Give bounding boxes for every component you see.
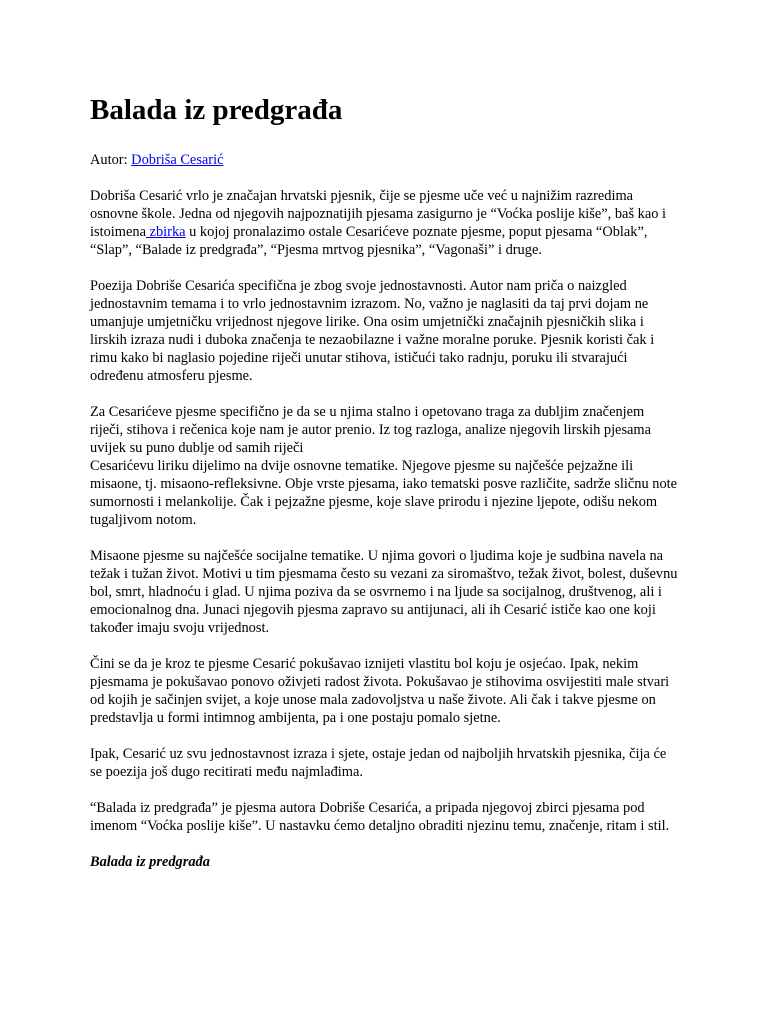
author-prefix: Autor: [90, 152, 132, 168]
author-line [90, 151, 680, 169]
paragraph-social-themes: Misaone pjesme su najčešće socijalne tematike. U njima govori o ljudima koje je sudbina navela na težak i tužan život. Motivi u tim pjesmama često su vezani za siromaštvo, težak život, bolest, duševnu bol, smrt, hladnoću i glad. U njima poziva da se osvrnemo i na ljude sa socijalnog, društvenog, ali i emocionalnog dna. Junaci njegovih pjesma zapravo su antijunaci, ali ih Cesarić ističe kao one koji također imaju svoju vrijednost. [90, 548, 678, 636]
document-page [90, 92, 680, 889]
zbirka-link[interactable]: zbirka [145, 224, 186, 240]
poem-subheading: Balada iz predgrađa [90, 854, 210, 870]
page-title: Balada iz predgrađa [90, 94, 343, 126]
paragraph-legacy: Ipak, Cesarić uz svu jednostavnost izraza i sjete, ostaje jedan od najboljih hrvatskih pjesnika, čija će se poezija još dugo recitirati među najmlađima. [90, 746, 667, 780]
paragraph-poem-intro: “Balada iz predgrađa” je pjesma autora Dobriše Cesarića, a pripada njegovoj zbirci pjesama pod imenom “Voćka poslije kiše”. U nastavku ćemo detaljno obraditi njezinu temu, značenje, ritam i stil. [90, 800, 670, 834]
paragraph-poetry-simplicity: Poezija Dobriše Cesarića specifična je zbog svoje jednostavnosti. Autor nam priča o naizgled jednostavnim temama i to vrlo jednostavnim izrazom. No, važno je naglasiti da taj prvi dojam ne umanjuje umjetničku vrijednost njegove lirike. Ona osim umjetnički značajnih pjesničkih slika i lirskih izraza nudi i duboka značenja te nezaobilazne i važne moralne poruke. Pjesnik koristi čak i rimu kako bi naglasio pojedine riječi unutar stihova, ističući tako radnju, poruku ili stvarajući određenu atmosferu pjesme. [90, 278, 655, 384]
paragraph-deeper-meaning-text: Za Cesarićeve pjesme specifično je da se u njima stalno i opetovano traga za dubljim značenjem riječi, stihova i rečenica koje nam je autor prenio. Iz tog razloga, analize njegovih lirskih pjesama uvijek su puno dublje od samih riječi [90, 404, 652, 456]
author-link[interactable]: Dobriša Cesarić [131, 152, 224, 168]
intro-text-before: Dobriša Cesarić vrlo je značajan hrvatski pjesnik, čije se pjesme uče već u najnižim razredima osnovne škole. Jedna od njegovih najpoznatijih pjesama zasigurno je “Voćka poslije kiše”, baš kao i istoimena [90, 188, 667, 240]
paragraph-deeper-meaning [90, 403, 680, 529]
paragraph-personal-pain: Čini se da je kroz te pjesme Cesarić pokušavao iznijeti vlastitu bol koju je osjećao. Ipak, nekim pjesmama je pokušavao ponovo oživjeti radost života. Pokušavao je stihovima osvijestiti male stvari od kojih je sačinjen svijet, a koje unose mala zadovoljstva u naše živote. Ali čak i takve pjesme on predstavlja u formi intimnog ambijenta, pa i one postaju pomalo sjetne. [90, 656, 670, 726]
intro-text-after: u kojoj pronalazimo ostale Cesarićeve poznate pjesme, poput pjesama “Oblak”, “Slap”, “Balade iz predgrađa”, “Pjesma mrtvog pjesnika”, “Vagonaši” i druge. [90, 224, 648, 258]
intro-paragraph [90, 187, 680, 259]
paragraph-themes-text: Cesarićevu liriku dijelimo na dvije osnovne tematike. Njegove pjesme su najčešće pejzažne ili misaone, tj. misaono-refleksivne. Obje vrste pjesama, iako tematski posve različite, sadrže sličnu note sumornosti i melankolije. Čak i pejzažne pjesme, koje slave prirodu i njezine ljepote, odišu nekom tugaljivom notom. [90, 458, 678, 528]
